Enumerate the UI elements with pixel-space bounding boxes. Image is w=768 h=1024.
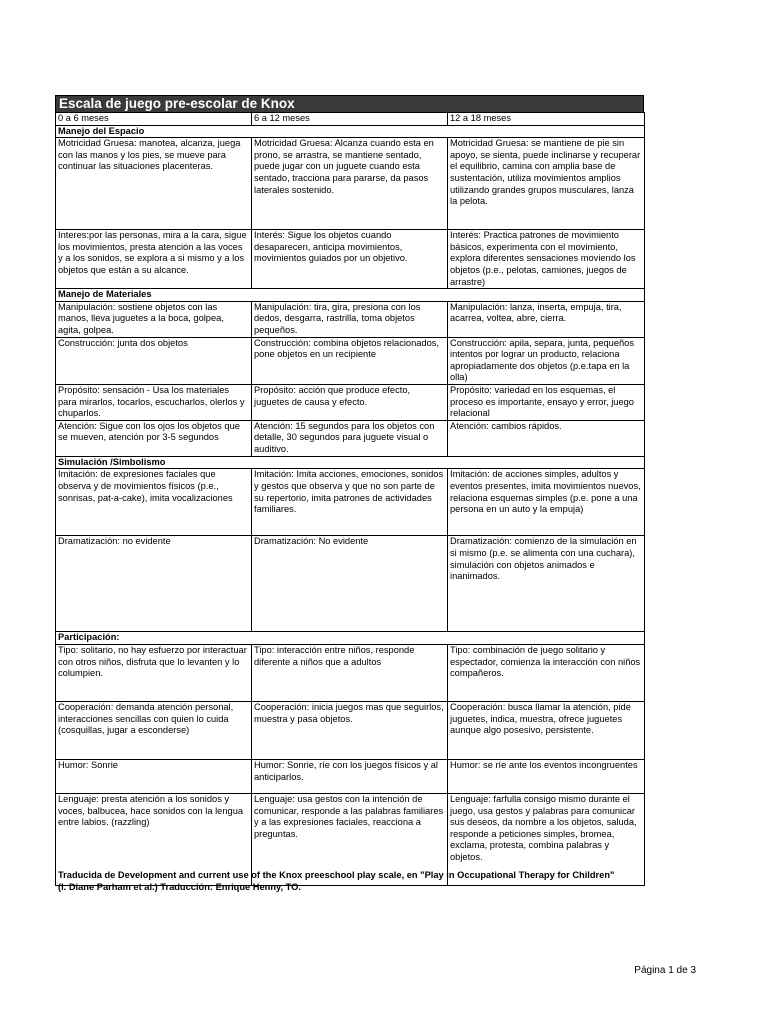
table-cell: Atención: 15 segundos para los objetos con detalle, 30 segundos para juguete visual o auditivo.	[252, 420, 448, 456]
table-cell: Interés: Practica patrones de movimiento básicos, experimenta con el movimiento, explora diferentes sensaciones moviendo los objetos (p.e., pelotas, camiones, juegos de arrastre)	[448, 230, 645, 289]
table-row	[56, 230, 645, 289]
table-cell: Humor: se ríe ante los eventos incongruentes	[448, 759, 645, 793]
table-row	[56, 469, 645, 536]
table-row	[56, 337, 645, 384]
source-footnote: Traducida de Development and current use of the Knox preeschool play scale, en "Play in Occupational Therapy for Children" (l. Diane Parham et al.) Traducción: Enrique Henny, TO.	[58, 870, 615, 892]
section-heading: Manejo de Materiales	[56, 289, 645, 302]
table-cell: Cooperación: busca llamar la atención, pide juguetes, indica, muestra, ofrece juguetes aunque algo posesivo, persistente.	[448, 701, 645, 759]
table-cell: Motricidad Gruesa: manotea, alcanza, juega con las manos y los pies, se mueve para continuar las situaciones placenteras.	[56, 138, 252, 230]
table-cell: Construcción: junta dos objetos	[56, 337, 252, 384]
section-heading: Participación:	[56, 632, 645, 645]
table-cell: Tipo: combinación de juego solitario y espectador, comienza la interacción con niños compañeros.	[448, 644, 645, 701]
table-cell: Dramatización: No evidente	[252, 536, 448, 632]
table-cell: Dramatización: no evidente	[56, 536, 252, 632]
table-cell: Lenguaje: usa gestos con la intención de comunicar, responde a las palabras familiares y a las expresiones faciales, reacciona a preguntas.	[252, 793, 448, 885]
table-cell: Cooperación: demanda atención personal, interacciones sencillas con quien lo cuida (cosquillas, jugar a esconderse)	[56, 701, 252, 759]
table-cell: Interes:por las personas, mira a la cara, sigue los movimientos, presta atención a las voces y a los sonidos, se explora a si mismo y a los objetos que están a su alcance.	[56, 230, 252, 289]
table-row	[56, 759, 645, 793]
section-heading: Simulación /Simbolismo	[56, 456, 645, 469]
section-row	[56, 289, 645, 302]
section-row	[56, 632, 645, 645]
column-header: 6 a 12 meses	[252, 113, 448, 126]
table-cell: Interés: Sigue los objetos cuando desaparecen, anticipa movimientos, movimientos guiados por un objetivo.	[252, 230, 448, 289]
column-header: 12 a 18 meses	[448, 113, 645, 126]
section-row	[56, 456, 645, 469]
table-cell: Cooperación: inicia juegos mas que seguirlos, muestra y pasa objetos.	[252, 701, 448, 759]
document-title: Escala de juego pre-escolar de Knox	[55, 95, 644, 112]
table-cell: Imitación: de acciones simples, adultos y eventos presentes, imita movimientos nuevos, relaciona esquemas simples (p.e. pone a una persona en un auto y la empuja)	[448, 469, 645, 536]
table-cell: Construcción: apila, separa, junta, pequeños intentos por lograr un producto, relaciona apropiadamente dos objetos (p.e.tapa en la olla)	[448, 337, 645, 384]
table-cell: Manipulación: lanza, inserta, empuja, tira, acarrea, voltea, abre, cierra.	[448, 301, 645, 337]
table-row	[56, 644, 645, 701]
column-header: 0 a 6 meses	[56, 113, 252, 126]
age-header-row	[56, 113, 645, 126]
knox-play-scale-sheet	[55, 95, 644, 886]
table-row	[56, 384, 645, 420]
table-row	[56, 420, 645, 456]
table-cell: Imitación: Imita acciones, emociones, sonidos y gestos que observa y que no son parte de su repertorio, imita patrones de actividades familiares.	[252, 469, 448, 536]
table-cell: Tipo: interacción entre niños, responde diferente a niños que a adultos	[252, 644, 448, 701]
table-cell: Imitación: de expresiones faciales que observa y de movimientos físicos (p.e., sonrisas, pat-a-cake), imita vocalizaciones	[56, 469, 252, 536]
table-cell: Lenguaje: farfulla consigo mismo durante el juego, usa gestos y palabras para comunicar sus deseos, da nombre a los objetos, saluda, responde a peticiones simples, bromea, exclama, protesta, combina palabras y objetos.	[448, 793, 645, 885]
table-cell: Atención: cambios rápidos.	[448, 420, 645, 456]
table-cell: Motricidad Gruesa: se mantiene de pie sin apoyo, se sienta, puede inclinarse y recuperar el equilibrio, camina con amplia base de sustentación, utiliza movimientos amplios utilizando grandes grupos musculares, lanza la pelota.	[448, 138, 645, 230]
table-cell: Dramatización: comienzo de la simulación en si mismo (p.e. se alimenta con una cuchara), simulación con objetos animados e inanimados.	[448, 536, 645, 632]
table-cell: Manipulación: sostiene objetos con las manos, lleva juguetes a la boca, golpea, agita, golpea.	[56, 301, 252, 337]
table-cell: Lenguaje: presta atención a los sonidos y voces, balbucea, hace sonidos con la lengua entre labios. (razzling)	[56, 793, 252, 885]
table-cell: Motricidad Gruesa: Alcanza cuando esta en prono, se arrastra, se mantiene sentado, puede jugar con un juguete cuando esta sentado, tracciona para pararse, da pasos laterales sostenido.	[252, 138, 448, 230]
table-cell: Propósito: variedad en los esquemas, el proceso es importante, ensayo y error, juego relacional	[448, 384, 645, 420]
table-cell: Humor: Sonrie, ríe con los juegos físicos y al anticiparlos.	[252, 759, 448, 793]
knox-scale-table	[55, 112, 645, 886]
table-cell: Humor: Sonrie	[56, 759, 252, 793]
section-heading: Manejo del Espacio	[56, 125, 645, 138]
table-cell: Propósito: acción que produce efecto, juguetes de causa y efecto.	[252, 384, 448, 420]
table-cell: Construcción: combina objetos relacionados, pone objetos en un recipiente	[252, 337, 448, 384]
table-cell: Manipulación: tira, gira, presiona con los dedos, desgarra, rastrilla, toma objetos pequeños.	[252, 301, 448, 337]
table-cell: Propósito: sensación - Usa los materiales para mirarlos, tocarlos, escucharlos, olerlos y chuparlos.	[56, 384, 252, 420]
section-row	[56, 125, 645, 138]
table-row	[56, 701, 645, 759]
page-number: Página 1 de 3	[634, 965, 696, 976]
table-cell: Tipo: solitario, no hay esfuerzo por interactuar con otros niños, disfruta que lo levanten y lo columpien.	[56, 644, 252, 701]
table-cell: Atención: Sigue con los ojos los objetos que se mueven, atención por 3-5 segundos	[56, 420, 252, 456]
table-row	[56, 301, 645, 337]
table-row	[56, 536, 645, 632]
table-row	[56, 138, 645, 230]
